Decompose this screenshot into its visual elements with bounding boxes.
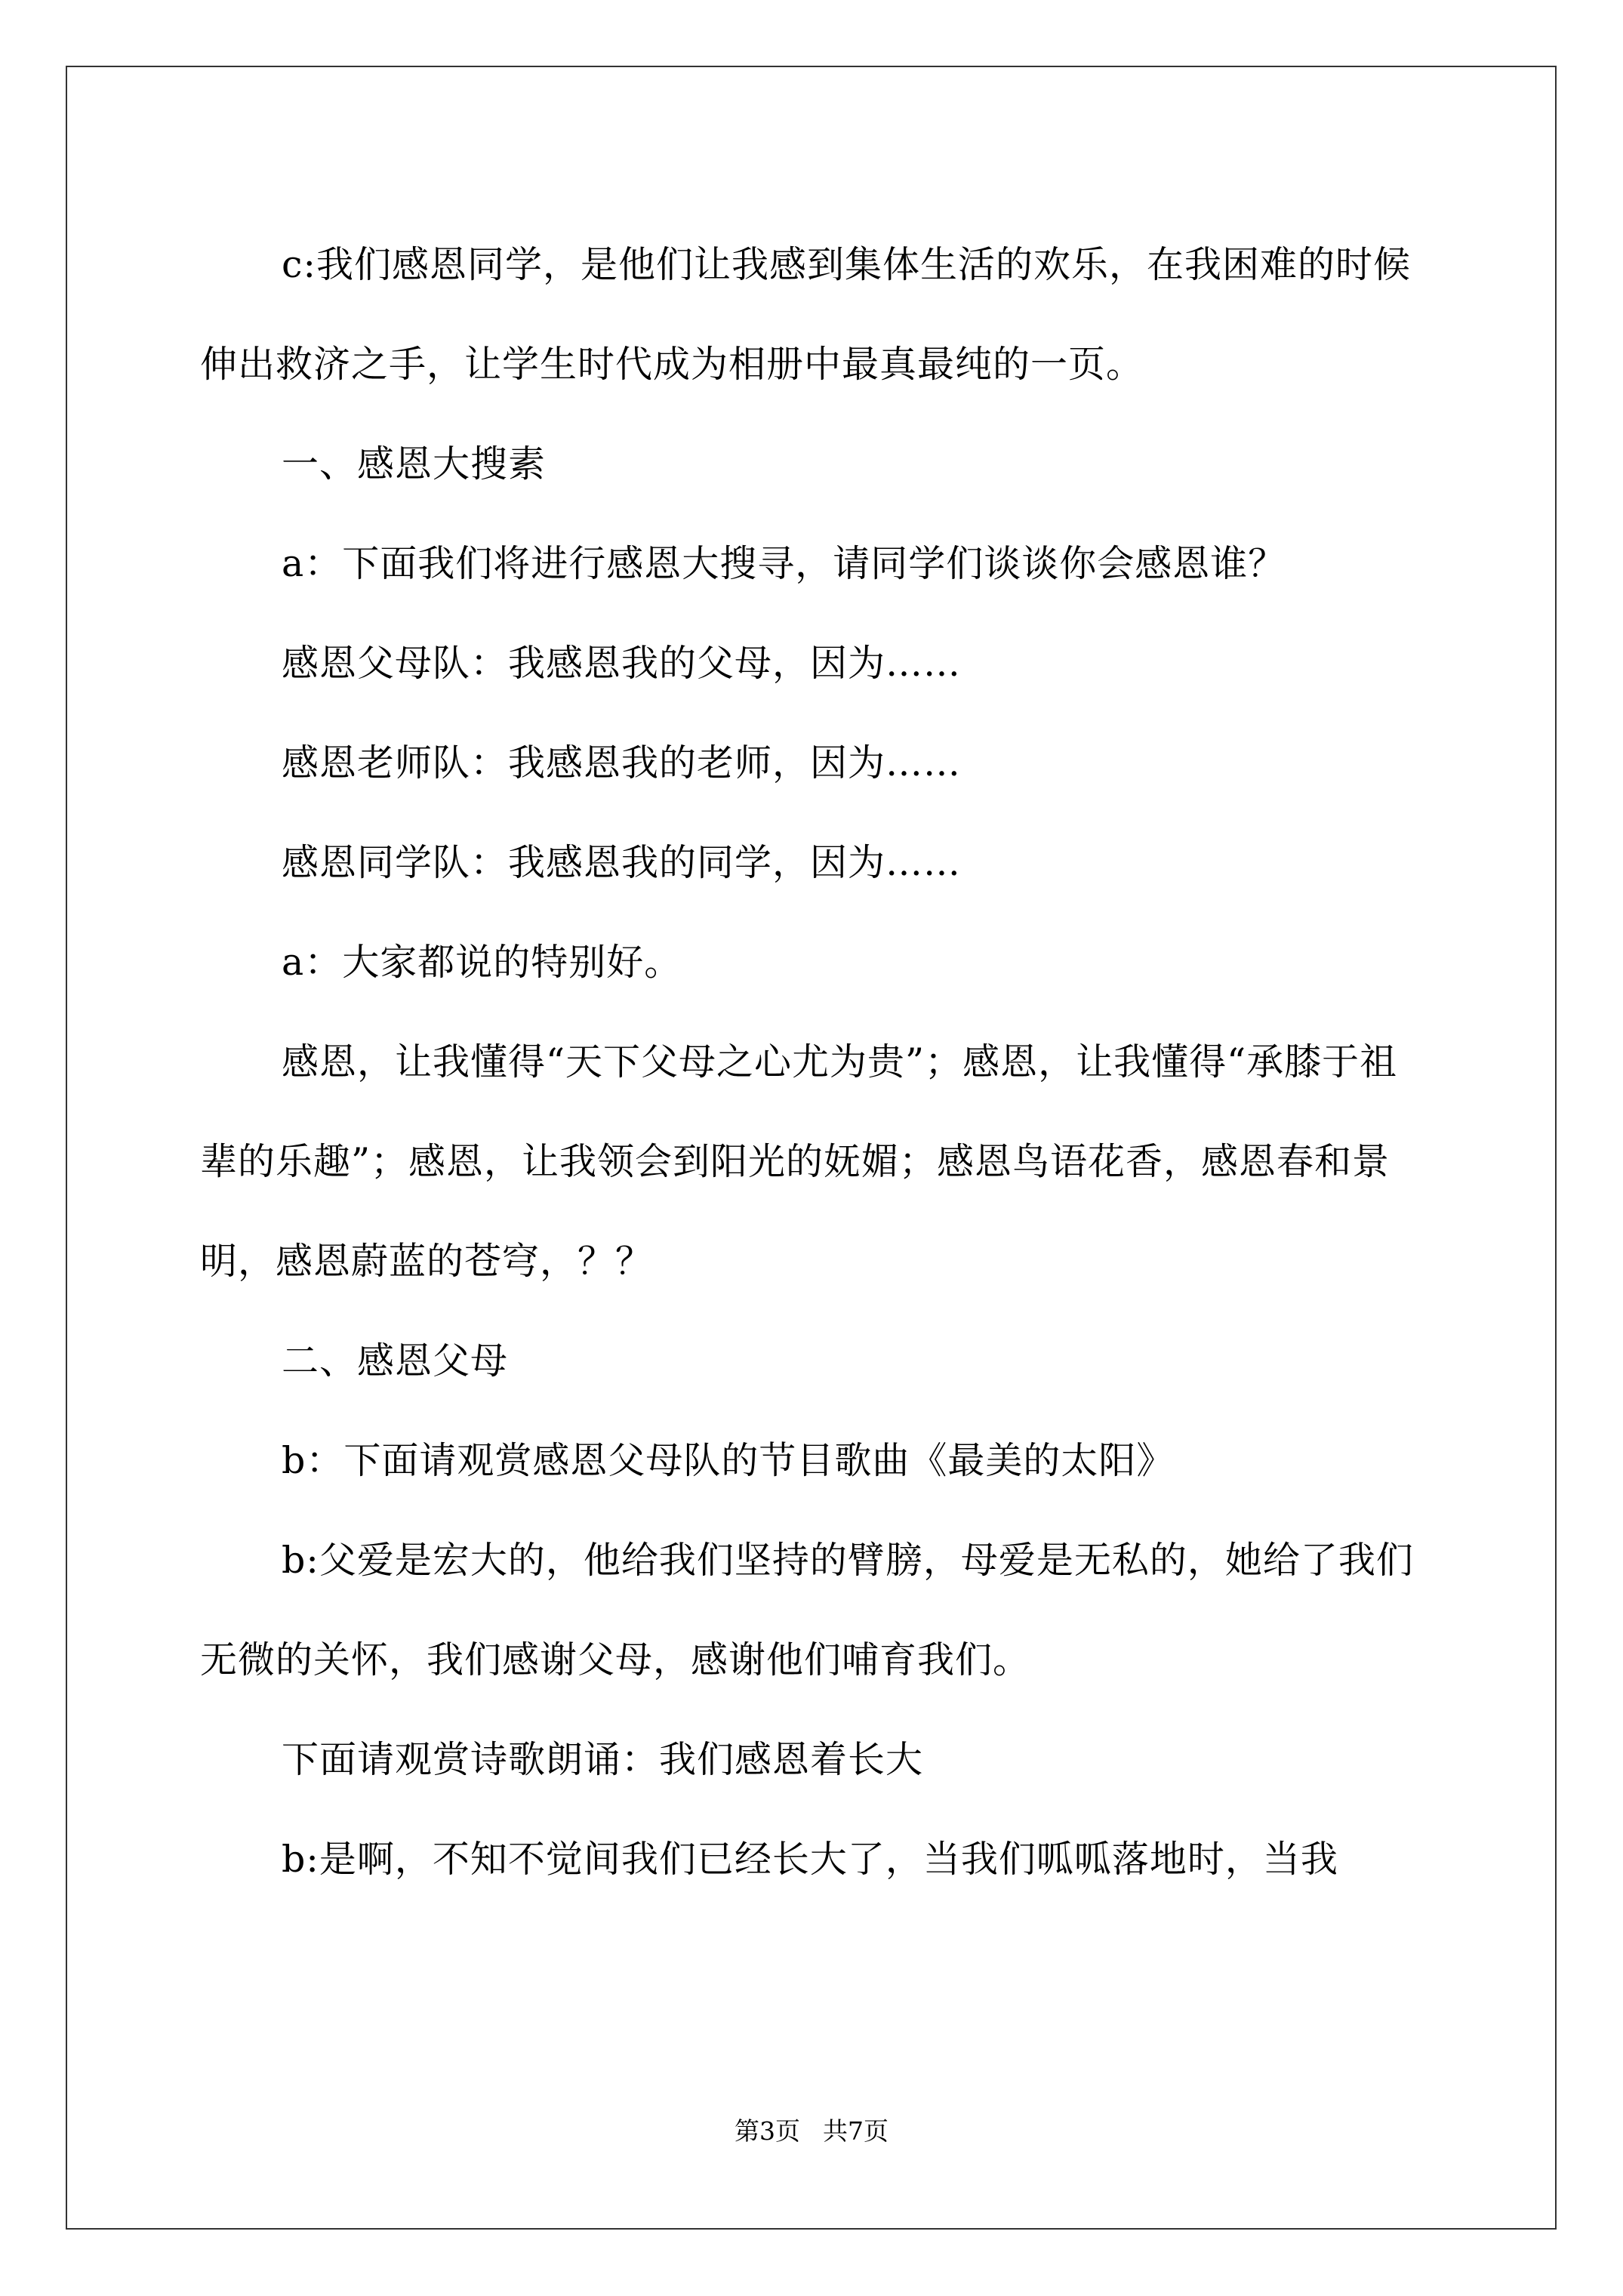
paragraph: a：下面我们将进行感恩大搜寻，请同学们谈谈你会感恩谁？ <box>282 542 1286 585</box>
paragraph: 感恩父母队：我感恩我的父母，因为…… <box>282 642 962 685</box>
paragraph: b:父爱是宏大的，他给我们坚持的臂膀，母爱是无私的，她给了我们无微的关怀，我们感谢父母，感谢他们哺育我们。 <box>200 1539 1414 1681</box>
section-heading: 二、感恩父母 <box>282 1339 509 1382</box>
paragraph: 感恩老师队：我感恩我的老师，因为…… <box>282 741 962 784</box>
paragraph: a：大家都说的特别好。 <box>282 941 682 984</box>
page-footer <box>0 2116 1623 2147</box>
paragraph: b:是啊，不知不觉间我们已经长大了，当我们呱呱落地时，当我 <box>282 1838 1338 1881</box>
paragraph: 感恩，让我懂得“天下父母之心尤为贵”；感恩，让我懂得“承膝于祖辈的乐趣”；感恩，让我领会到阳光的妩媚；感恩鸟语花香，感恩春和景明，感恩蔚蓝的苍穹，？？ <box>200 1040 1398 1283</box>
page-total: 共7页 <box>823 2116 888 2146</box>
paragraph: 下面请观赏诗歌朗诵：我们感恩着长大 <box>282 1738 924 1781</box>
paragraph: 感恩同学队：我感恩我的同学，因为…… <box>282 841 962 884</box>
paragraph: b：下面请观赏感恩父母队的节目歌曲《最美的太阳》 <box>282 1439 1175 1482</box>
page-number: 第3页 <box>735 2116 800 2146</box>
section-heading: 一、感恩大搜素 <box>282 442 547 485</box>
document-body <box>200 215 1427 1909</box>
paragraph: c:我们感恩同学，是他们让我感到集体生活的欢乐，在我困难的时候伸出救济之手，让学生时代成为相册中最真最纯的一页。 <box>200 243 1411 386</box>
